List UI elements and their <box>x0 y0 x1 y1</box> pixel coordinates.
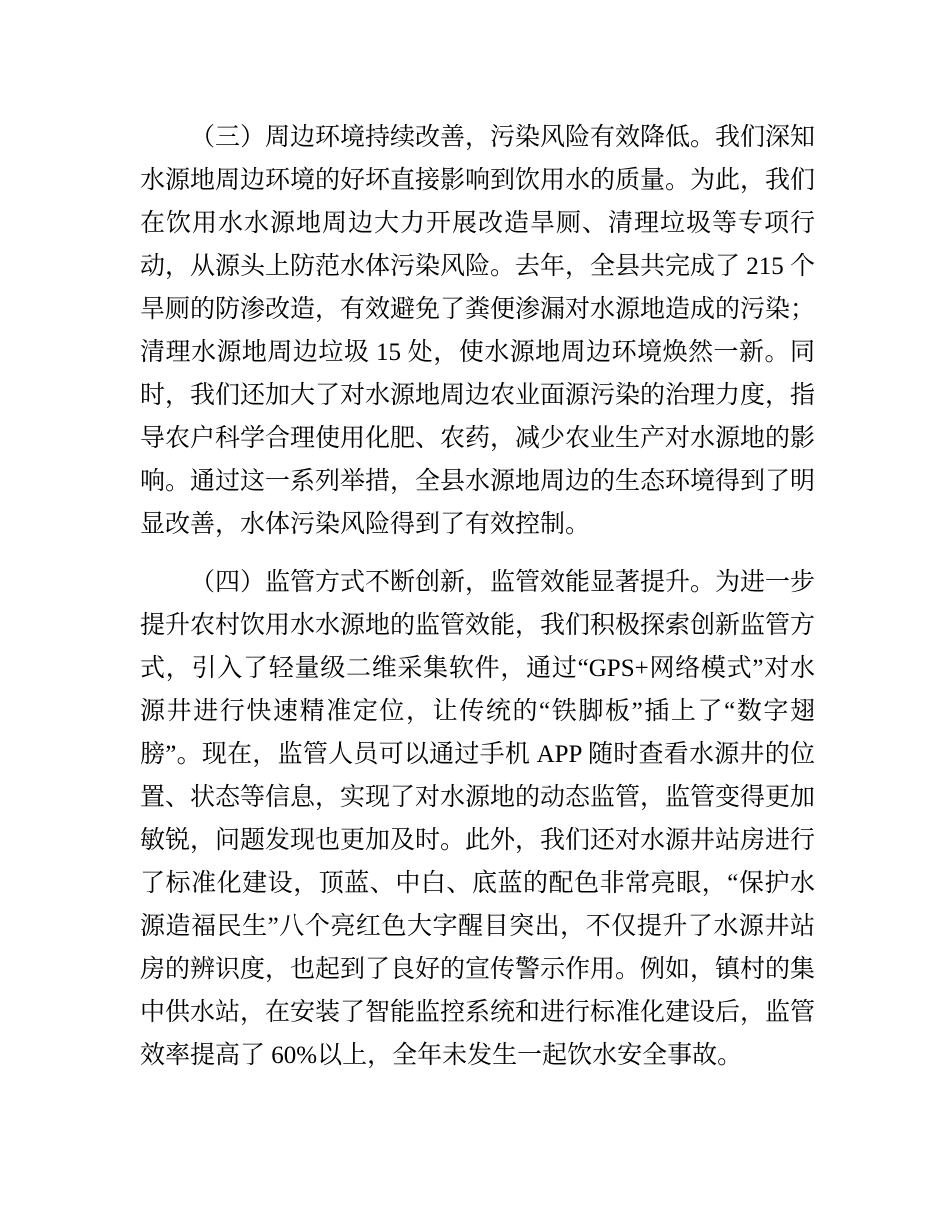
paragraph-section-4: （四）监管方式不断创新，监管效能显著提升。为进一步提升农村饮用水水源地的监管效能，我们积极探索创新监管方式，引入了轻量级二维采集软件，通过“GPS+网络模式”对水源井进行快速精准定位，让传统的“铁脚板”插上了“数字翅膀”。现在，监管人员可以通过手机 APP 随时查看水源井的位置、状态等信息，实现了对水源地的动态监管，监管变得更加敏锐，问题发现也更加及时。此外，我们还对水源井站房进行了标准化建设，顶蓝、中白、底蓝的配色非常亮眼，“保护水源造福民生”八个亮红色大字醒目突出，不仅提升了水源井站房的辨识度，也起到了良好的宣传警示作用。例如，镇村的集中供水站，在安装了智能监控系统和进行标准化建设后，监管效率提高了 60%以上，全年未发生一起饮水安全事故。 <box>140 569 816 1069</box>
paragraph-section-3: （三）周边环境持续改善，污染风险有效降低。我们深知水源地周边环境的好坏直接影响到饮用水的质量。为此，我们在饮用水水源地周边大力开展改造旱厕、清理垃圾等专项行动，从源头上防范水体污染风险。去年，全县共完成了 215 个旱厕的防渗改造，有效避免了粪便渗漏对水源地造成的污染；清理水源地周边垃圾 15 处，使水源地周边环境焕然一新。同时，我们还加大了对水源地周边农业面源污染的治理力度，指导农户科学合理使用化肥、农药，减少农业生产对水源地的影响。通过这一系列举措，全县水源地周边的生态环境得到了明显改善，水体污染风险得到了有效控制。 <box>140 124 816 538</box>
